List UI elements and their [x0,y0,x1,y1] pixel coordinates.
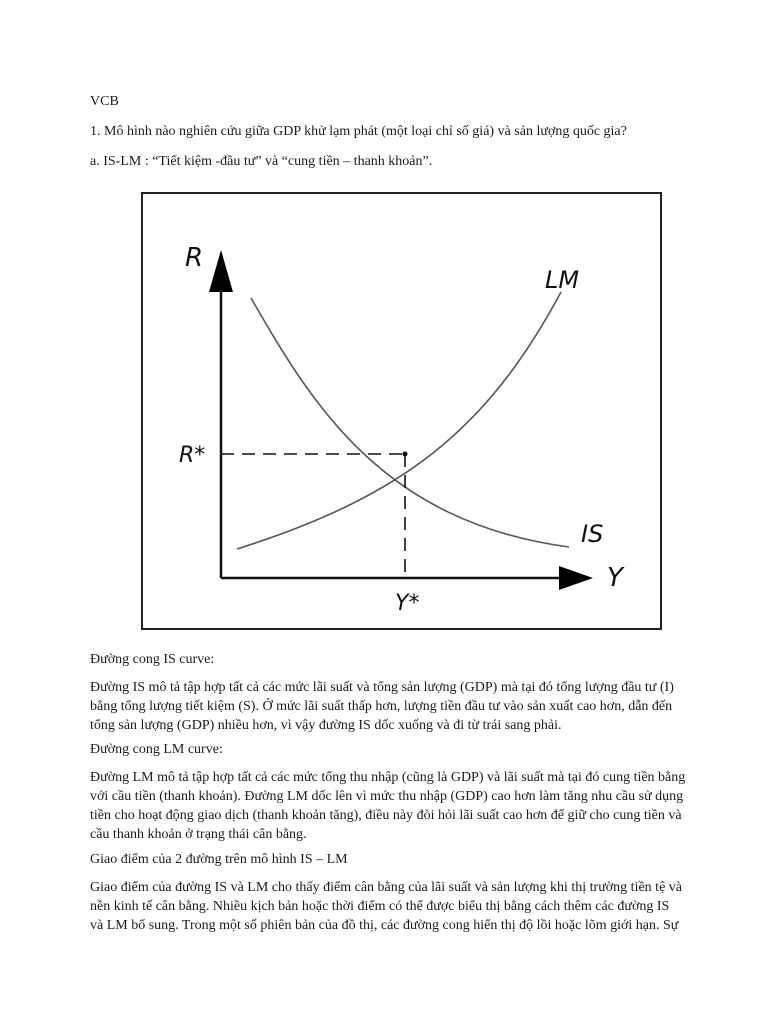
lm-paragraph-line: tiền cho hoạt động giao dịch (thanh khoản tăng), điều này đòi hỏi lãi suất cao hơn để giữ cho cung tiền và [90,808,682,823]
x-axis-label: Y [607,563,623,593]
intersection-paragraph-line: Giao điểm của đường IS và LM cho thấy điểm cân bằng của lãi suất và sản lượng khi thị trường tiền tệ và [90,880,682,895]
is-section-title: Đường cong IS curve: [90,652,215,667]
intersection-section-title: Giao điểm của 2 đường trên mô hình IS – LM [90,852,348,867]
lm-paragraph [90,768,690,844]
lm-section-title: Đường cong LM curve: [90,742,223,757]
answer-text: a. IS-LM : “Tiết kiệm -đầu tư” và “cung tiền – thanh khoản”. [90,154,433,169]
is-paragraph [90,678,690,735]
equilibrium-point [403,452,408,457]
is-label: IS [581,520,604,548]
lm-paragraph-line: cầu thanh khoản ở trạng thái cân bằng. [90,827,307,842]
y-star-label: Y* [395,591,420,616]
lm-paragraph-line: với cầu tiền (thanh khoản). Đường LM dốc lên vì mức thu nhập (GDP) cao hơn làm tăng nhu cầu sử dụng [90,789,684,804]
lm-label: LM [545,266,580,294]
is-paragraph-line: tổng sản lượng (GDP) nhiều hơn, vì vậy đường IS dốc xuống và đi từ trái sang phải. [90,718,562,733]
intersection-paragraph-line: và LM bổ sung. Trong một số phiên bản của đồ thị, các đường cong hiển thị độ lồi hoặc lõm giới hạn. Sự [90,918,679,933]
is-lm-chart [141,192,662,630]
is-paragraph-line: Đường IS mô tả tập hợp tất cả các mức lãi suất và tổng sản lượng (GDP) mà tại đó tổng lượng đầu tư (I) [90,680,674,695]
lm-paragraph-line: Đường LM mô tả tập hợp tất cả các mức tổng thu nhập (cũng là GDP) và lãi suất mà tại đó cung tiền bằng [90,770,686,785]
intersection-paragraph-line: nền kinh tế cân bằng. Nhiều kịch bản hoặc thời điểm có thể được biểu thị bằng cách thêm các đường IS [90,899,670,914]
y-axis-label: R [185,243,204,273]
header-bank: VCB [90,94,119,109]
is-paragraph-line: bằng tổng lượng tiết kiệm (S). Ở mức lãi suất thấp hơn, lượng tiền đầu tư vào sản xuất cao hơn, dẫn đến [90,699,673,714]
intersection-paragraph [90,878,690,935]
r-star-label: R* [179,443,206,468]
question-text: 1. Mô hình nào nghiên cứu giữa GDP khử lạm phát (một loại chỉ số giá) và sản lượng quốc gia? [90,124,627,139]
